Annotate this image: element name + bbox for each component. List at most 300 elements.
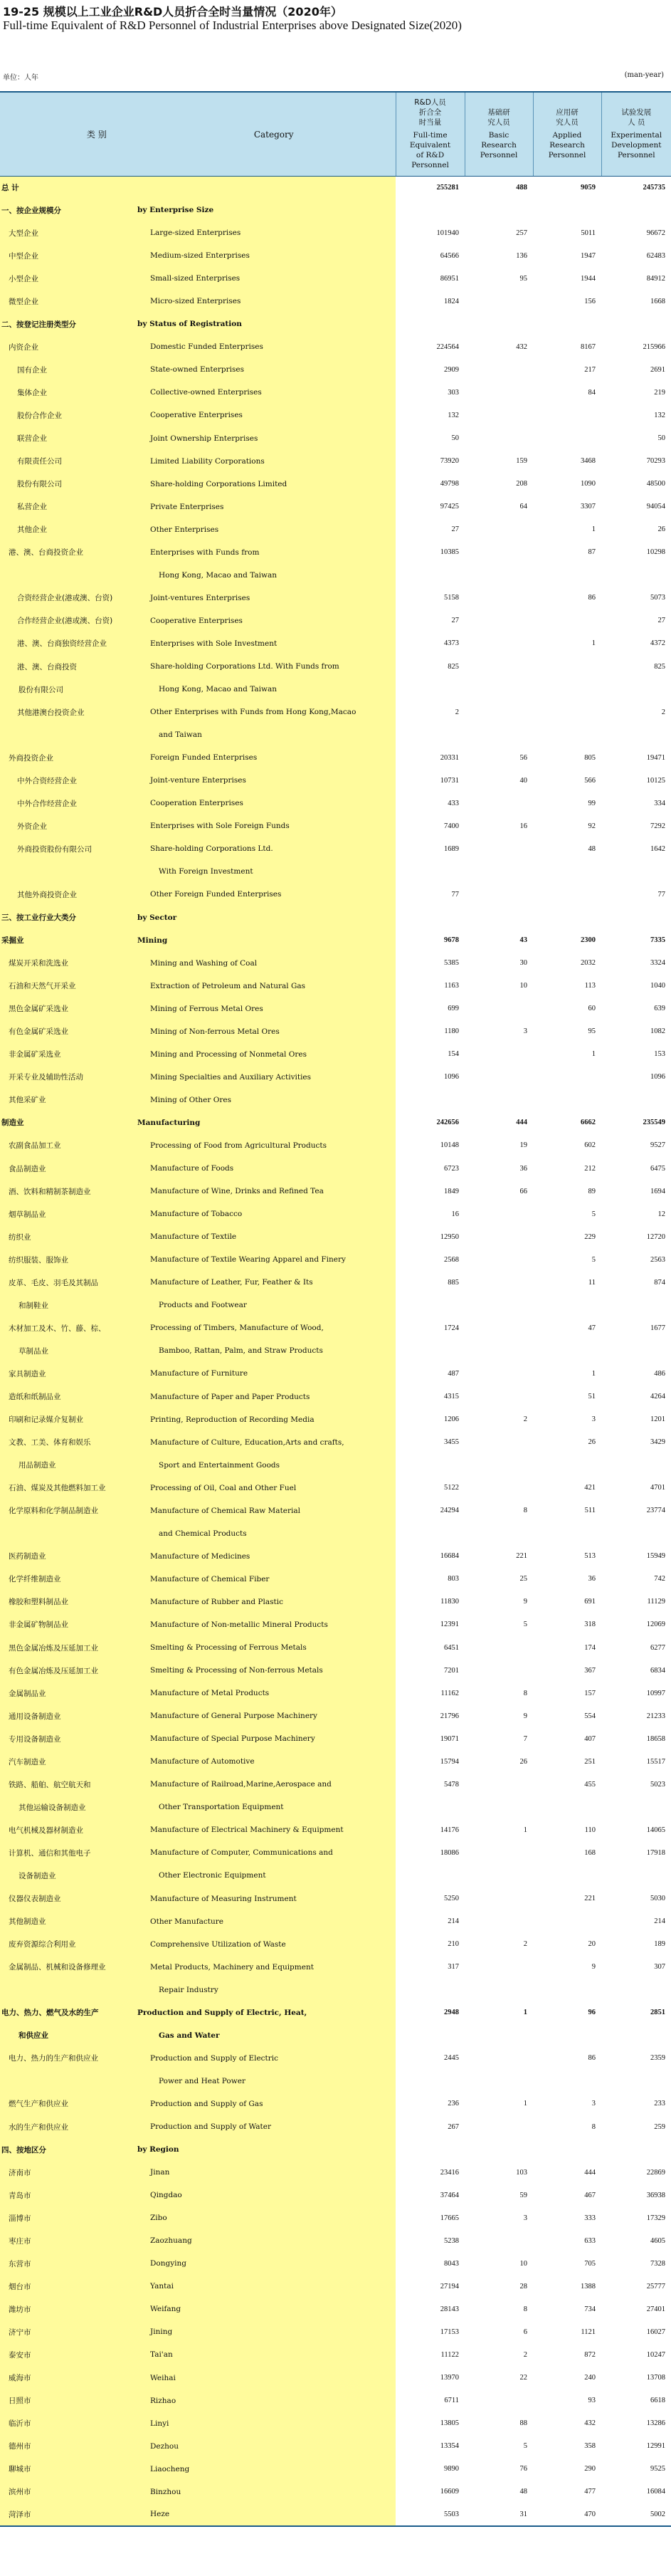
row-label-en: Manufacture of Furniture — [136, 1362, 396, 1385]
table-body — [0, 176, 671, 2526]
row-label-cn-text: 二、按登记注册类型分 — [1, 320, 76, 329]
fte-value: 10731 — [396, 769, 465, 792]
table-row — [0, 1864, 671, 1887]
row-label-cn-text: 济南市 — [9, 2168, 31, 2177]
row-label-cn — [0, 176, 136, 199]
fte-value: 97425 — [396, 496, 465, 518]
table-row — [0, 2298, 671, 2320]
row-label-en: Tai'an — [136, 2343, 396, 2366]
table-row — [0, 1818, 671, 1841]
table-row — [0, 541, 671, 564]
fte-value: 5238 — [396, 2229, 465, 2252]
row-label-en: Collective-owned Enterprises — [136, 381, 396, 404]
table-row — [0, 792, 671, 815]
row-label-cn-text: 股份有限公司 — [19, 685, 63, 694]
row-label-cn — [0, 290, 136, 313]
fte-value: 17665 — [396, 2206, 465, 2229]
basic-value — [465, 1979, 533, 2001]
table-row — [0, 2115, 671, 2138]
table-row — [0, 2503, 671, 2526]
row-label-cn — [0, 2275, 136, 2298]
basic-value: 9 — [465, 1705, 533, 1727]
applied-value — [533, 1910, 601, 1933]
row-label-en: Jining — [136, 2320, 396, 2343]
basic-value — [465, 1956, 533, 1979]
table-row — [0, 1454, 671, 1477]
row-label-cn — [0, 2412, 136, 2435]
row-label-cn — [0, 2320, 136, 2343]
row-label-cn-text: 其他运输设备制造业 — [19, 1803, 86, 1812]
applied-value: 5011 — [533, 221, 601, 244]
row-label-cn — [0, 2161, 136, 2184]
applied-value: 6662 — [533, 1111, 601, 1134]
row-label-cn — [0, 1408, 136, 1431]
basic-value — [465, 609, 533, 632]
header-applied — [533, 92, 601, 176]
row-label-cn — [0, 2047, 136, 2070]
row-label-en: Private Enterprises — [136, 496, 396, 518]
applied-value: 92 — [533, 815, 601, 837]
table-row — [0, 2024, 671, 2047]
basic-value — [465, 2115, 533, 2138]
basic-value — [465, 1773, 533, 1796]
applied-value: 3307 — [533, 496, 601, 518]
header-line: Basic — [488, 131, 509, 140]
experimental-value: 132 — [601, 404, 671, 426]
applied-value: 251 — [533, 1750, 601, 1773]
basic-value: 488 — [465, 176, 533, 199]
row-label-cn — [0, 1066, 136, 1089]
basic-value — [465, 2389, 533, 2412]
row-label-cn-text: 总 计 — [1, 183, 19, 192]
applied-value — [533, 564, 601, 587]
basic-value — [465, 1796, 533, 1818]
row-label-cn-text: 港、澳、台商独资经营企业 — [17, 639, 107, 649]
fte-value: 28143 — [396, 2298, 465, 2320]
row-label-en: Production and Supply of Water — [136, 2115, 396, 2138]
table-row — [0, 1362, 671, 1385]
table-row — [0, 1591, 671, 1613]
experimental-value: 16027 — [601, 2320, 671, 2343]
fte-value: 7201 — [396, 1659, 465, 1682]
row-label-cn-text: 皮革、毛皮、羽毛及其制品 — [9, 1278, 98, 1287]
basic-value: 48 — [465, 2481, 533, 2503]
row-label-cn — [0, 1933, 136, 1956]
table-row — [0, 1180, 671, 1203]
fte-value: 825 — [396, 655, 465, 678]
row-label-en: Mining Specialties and Auxiliary Activities — [136, 1066, 396, 1089]
row-label-en — [136, 176, 396, 199]
row-label-en: Liaocheng — [136, 2458, 396, 2481]
fte-value: 2948 — [396, 2001, 465, 2024]
row-label-en: by Status of Registration — [136, 313, 396, 335]
row-label-cn — [0, 1180, 136, 1203]
applied-value: 1 — [533, 518, 601, 541]
row-label-cn-text: 水的生产和供应业 — [9, 2122, 68, 2132]
fte-value: 9890 — [396, 2458, 465, 2481]
fte-value — [396, 860, 465, 883]
table-row — [0, 1499, 671, 1522]
fte-value: 8043 — [396, 2252, 465, 2275]
header-lines — [465, 108, 533, 160]
row-label-cn — [0, 2298, 136, 2320]
applied-value: 84 — [533, 381, 601, 404]
experimental-value: 2359 — [601, 2047, 671, 2070]
fte-value: 2 — [396, 701, 465, 723]
row-label-cn-text: 小型企业 — [9, 274, 38, 283]
table-row — [0, 1545, 671, 1568]
row-label-en: Manufacture of Computer, Communications and — [136, 1841, 396, 1864]
basic-value: 3 — [465, 2206, 533, 2229]
header-fte — [396, 92, 465, 176]
table-title-cn: 19-25 规模以上工业企业R&D人员折合全时当量情况（2020年） — [3, 5, 342, 19]
table-row — [0, 769, 671, 792]
fte-value — [396, 2024, 465, 2047]
row-label-cn — [0, 199, 136, 221]
applied-value: 229 — [533, 1225, 601, 1248]
applied-value: 602 — [533, 1134, 601, 1157]
row-label-cn-text: 外商投资股份有限公司 — [17, 844, 92, 854]
applied-value: 51 — [533, 1385, 601, 1408]
header-line: R&D人员 — [414, 98, 446, 108]
row-label-en: With Foreign Investment — [136, 860, 396, 883]
basic-value — [465, 290, 533, 313]
header-lines — [396, 98, 465, 170]
basic-value: 22 — [465, 2367, 533, 2389]
basic-value — [465, 701, 533, 723]
row-label-cn-text: 电气机械及器材制造业 — [9, 1826, 83, 1835]
row-label-cn — [0, 1294, 136, 1316]
basic-value — [465, 1454, 533, 1477]
row-label-en: Bamboo, Rattan, Palm, and Straw Products — [136, 1339, 396, 1362]
row-label-cn-text: 其他港澳台投资企业 — [17, 708, 85, 717]
basic-value: 5 — [465, 2435, 533, 2458]
row-label-cn-text: 威海市 — [9, 2374, 31, 2383]
row-label-en: Cooperation Enterprises — [136, 792, 396, 815]
basic-value — [465, 1888, 533, 1910]
header-line: 人 员 — [628, 118, 645, 127]
applied-value: 212 — [533, 1157, 601, 1180]
fte-value: 23416 — [396, 2161, 465, 2184]
experimental-value: 2691 — [601, 358, 671, 381]
basic-value: 88 — [465, 2412, 533, 2435]
row-label-en: Manufacture of Non-metallic Mineral Products — [136, 1613, 396, 1636]
table-row — [0, 450, 671, 473]
applied-value: 113 — [533, 975, 601, 998]
experimental-value: 22869 — [601, 2161, 671, 2184]
basic-value — [465, 1339, 533, 1362]
row-label-en: Cooperative Enterprises — [136, 404, 396, 426]
basic-value — [465, 1522, 533, 1545]
experimental-value: 639 — [601, 998, 671, 1020]
row-label-en: Hong Kong, Macao and Taiwan — [136, 678, 396, 701]
basic-value: 28 — [465, 2275, 533, 2298]
row-label-en: Other Transportation Equipment — [136, 1796, 396, 1818]
row-label-cn — [0, 2115, 136, 2138]
row-label-en: Enterprises with Funds from — [136, 541, 396, 564]
fte-value — [396, 1796, 465, 1818]
row-label-cn-text: 济宁市 — [9, 2328, 31, 2337]
basic-value — [465, 1066, 533, 1089]
basic-value — [465, 358, 533, 381]
row-label-cn — [0, 2024, 136, 2047]
experimental-value: 5030 — [601, 1888, 671, 1910]
fte-value: 11830 — [396, 1591, 465, 1613]
table-row — [0, 1682, 671, 1705]
row-label-cn-text: 和制鞋业 — [19, 1301, 48, 1310]
header-lines — [602, 108, 671, 160]
row-label-cn-text: 黑色金属矿采选业 — [9, 1005, 68, 1014]
applied-value: 3468 — [533, 450, 601, 473]
experimental-value: 2851 — [601, 2001, 671, 2024]
header-line: Equivalent — [409, 141, 451, 150]
applied-value: 333 — [533, 2206, 601, 2229]
basic-value — [465, 1294, 533, 1316]
row-label-en: Mining of Ferrous Metal Ores — [136, 998, 396, 1020]
basic-value: 136 — [465, 244, 533, 267]
experimental-value: 334 — [601, 792, 671, 815]
basic-value — [465, 2229, 533, 2252]
row-label-en: Smelting & Processing of Non-ferrous Metals — [136, 1659, 396, 1682]
fte-value: 20331 — [396, 746, 465, 769]
row-label-cn-text: 内资企业 — [9, 342, 38, 352]
fte-value: 50 — [396, 427, 465, 450]
table-row — [0, 1933, 671, 1956]
table-row — [0, 929, 671, 952]
experimental-value — [601, 1089, 671, 1111]
experimental-value: 1694 — [601, 1180, 671, 1203]
applied-value: 1121 — [533, 2320, 601, 2343]
applied-value: 60 — [533, 998, 601, 1020]
experimental-value: 6618 — [601, 2389, 671, 2412]
fte-value: 49798 — [396, 473, 465, 496]
experimental-value: 1642 — [601, 837, 671, 860]
table-row — [0, 723, 671, 746]
row-label-cn — [0, 1157, 136, 1180]
row-label-cn — [0, 473, 136, 496]
row-label-cn-text: 酒、饮料和精制茶制造业 — [9, 1187, 91, 1196]
fte-value — [396, 1522, 465, 1545]
experimental-value: 25777 — [601, 2275, 671, 2298]
applied-value: 1 — [533, 1362, 601, 1385]
row-label-en: and Taiwan — [136, 723, 396, 746]
experimental-value — [601, 199, 671, 221]
experimental-value: 2 — [601, 701, 671, 723]
table-row — [0, 1568, 671, 1591]
fte-value: 224564 — [396, 335, 465, 358]
table-row — [0, 1613, 671, 1636]
experimental-value: 10997 — [601, 1682, 671, 1705]
basic-value — [465, 1636, 533, 1659]
fte-value: 2909 — [396, 358, 465, 381]
row-label-en: Manufacture of Electrical Machinery & Equipment — [136, 1818, 396, 1841]
basic-value — [465, 1203, 533, 1225]
experimental-value: 189 — [601, 1933, 671, 1956]
row-label-cn-text: 废弃资源综合利用业 — [9, 1940, 76, 1949]
experimental-value — [601, 1796, 671, 1818]
row-label-en: Manufacture of Measuring Instrument — [136, 1888, 396, 1910]
row-label-cn — [0, 335, 136, 358]
fte-value — [396, 1979, 465, 2001]
row-label-cn — [0, 2184, 136, 2206]
table-row — [0, 1431, 671, 1454]
header-line: Personnel — [480, 151, 518, 160]
applied-value: 221 — [533, 1888, 601, 1910]
basic-value: 2 — [465, 1933, 533, 1956]
fte-value — [396, 906, 465, 929]
basic-value — [465, 632, 533, 655]
row-label-en: Domestic Funded Enterprises — [136, 335, 396, 358]
fte-value: 154 — [396, 1043, 465, 1066]
experimental-value: 50 — [601, 427, 671, 450]
fte-value: 210 — [396, 1933, 465, 1956]
fte-value: 16684 — [396, 1545, 465, 1568]
applied-value — [533, 404, 601, 426]
row-label-cn-text: 通用设备制造业 — [9, 1712, 61, 1721]
header-line: 究人员 — [556, 118, 578, 127]
row-label-cn — [0, 221, 136, 244]
row-label-cn-text: 国有企业 — [17, 365, 47, 375]
row-label-cn — [0, 1659, 136, 1682]
basic-value — [465, 518, 533, 541]
row-label-cn-text: 计算机、通信和其他电子 — [9, 1848, 91, 1858]
table-row — [0, 1750, 671, 1773]
experimental-value: 84912 — [601, 267, 671, 290]
row-label-cn — [0, 723, 136, 746]
experimental-value: 214 — [601, 1910, 671, 1933]
table-header-row — [0, 92, 671, 176]
row-label-cn-text: 股份有限公司 — [17, 480, 62, 489]
row-label-en: by Region — [136, 2138, 396, 2161]
fte-value — [396, 723, 465, 746]
applied-value: 407 — [533, 1727, 601, 1750]
fte-value: 267 — [396, 2115, 465, 2138]
row-label-en: Large-sized Enterprises — [136, 221, 396, 244]
table-row — [0, 587, 671, 609]
fte-value: 18086 — [396, 1841, 465, 1864]
basic-value — [465, 1477, 533, 1499]
row-label-cn-text: 集体企业 — [17, 388, 47, 397]
row-label-cn-text: 青岛市 — [9, 2191, 31, 2200]
fte-value: 5385 — [396, 952, 465, 975]
row-label-cn — [0, 358, 136, 381]
row-label-en: Products and Footwear — [136, 1294, 396, 1316]
basic-value — [465, 1089, 533, 1111]
row-label-en: Processing of Timbers, Manufacture of Wood, — [136, 1316, 396, 1339]
experimental-value: 235549 — [601, 1111, 671, 1134]
experimental-value: 9525 — [601, 2458, 671, 2481]
header-line: 究人员 — [487, 118, 510, 127]
experimental-value: 15949 — [601, 1545, 671, 1568]
fte-value — [396, 1864, 465, 1887]
table-row — [0, 609, 671, 632]
table-row — [0, 1043, 671, 1066]
fte-value: 86951 — [396, 267, 465, 290]
table-row — [0, 2206, 671, 2229]
applied-value: 11 — [533, 1271, 601, 1294]
table-row — [0, 655, 671, 678]
experimental-value — [601, 1339, 671, 1362]
row-label-cn-text: 化学纤维制造业 — [9, 1575, 61, 1584]
basic-value — [465, 837, 533, 860]
basic-value: 8 — [465, 2298, 533, 2320]
row-label-cn-text: 有限责任公司 — [17, 457, 62, 466]
row-label-cn-text: 合资经营企业(港或澳、台资) — [17, 594, 113, 603]
basic-value — [465, 998, 533, 1020]
table-row — [0, 1727, 671, 1750]
experimental-value: 486 — [601, 1362, 671, 1385]
header-line: Development — [611, 141, 662, 150]
table-row — [0, 1111, 671, 1134]
experimental-value: 1668 — [601, 290, 671, 313]
table-row — [0, 564, 671, 587]
row-label-en: Weifang — [136, 2298, 396, 2320]
row-label-cn — [0, 1727, 136, 1750]
basic-value — [465, 1910, 533, 1933]
experimental-value: 17918 — [601, 1841, 671, 1864]
row-label-cn — [0, 1111, 136, 1134]
applied-value — [533, 1796, 601, 1818]
table-row — [0, 2093, 671, 2115]
row-label-en: Share-holding Corporations Ltd. With Funds from — [136, 655, 396, 678]
basic-value — [465, 1362, 533, 1385]
row-label-en: Joint-venture Enterprises — [136, 769, 396, 792]
experimental-value — [601, 860, 671, 883]
row-label-en: Manufacture of Culture, Education,Arts and crafts, — [136, 1431, 396, 1454]
experimental-value: 259 — [601, 2115, 671, 2138]
row-label-cn-text: 临沂市 — [9, 2419, 31, 2429]
experimental-value — [601, 1979, 671, 2001]
fte-value: 27 — [396, 609, 465, 632]
table-row — [0, 2047, 671, 2070]
experimental-value — [601, 1294, 671, 1316]
table-row — [0, 473, 671, 496]
table-row — [0, 1248, 671, 1271]
row-label-cn — [0, 952, 136, 975]
row-label-en: by Sector — [136, 906, 396, 929]
basic-value: 66 — [465, 1180, 533, 1203]
experimental-value: 26 — [601, 518, 671, 541]
row-label-cn-text: 烟台市 — [9, 2282, 31, 2291]
header-category-cn: 类 别 — [86, 129, 107, 140]
row-label-cn — [0, 1316, 136, 1339]
table-row — [0, 837, 671, 860]
experimental-value: 27 — [601, 609, 671, 632]
experimental-value: 10125 — [601, 769, 671, 792]
fte-value: 1849 — [396, 1180, 465, 1203]
table-row — [0, 427, 671, 450]
row-label-cn-text: 开采专业及辅助性活动 — [9, 1073, 83, 1082]
row-label-cn — [0, 701, 136, 723]
table-row — [0, 2070, 671, 2093]
applied-value: 1947 — [533, 244, 601, 267]
fte-value: 2568 — [396, 1248, 465, 1271]
table-row — [0, 2275, 671, 2298]
basic-value: 26 — [465, 1750, 533, 1773]
table-row — [0, 1294, 671, 1316]
experimental-value: 77 — [601, 883, 671, 906]
row-label-cn — [0, 267, 136, 290]
applied-value: 36 — [533, 1568, 601, 1591]
row-label-en: Production and Supply of Electric — [136, 2047, 396, 2070]
row-label-en: Other Manufacture — [136, 1910, 396, 1933]
applied-value: 554 — [533, 1705, 601, 1727]
experimental-value: 10298 — [601, 541, 671, 564]
row-label-cn — [0, 1910, 136, 1933]
basic-value — [465, 1659, 533, 1682]
fte-value: 27 — [396, 518, 465, 541]
basic-value: 2 — [465, 2343, 533, 2366]
